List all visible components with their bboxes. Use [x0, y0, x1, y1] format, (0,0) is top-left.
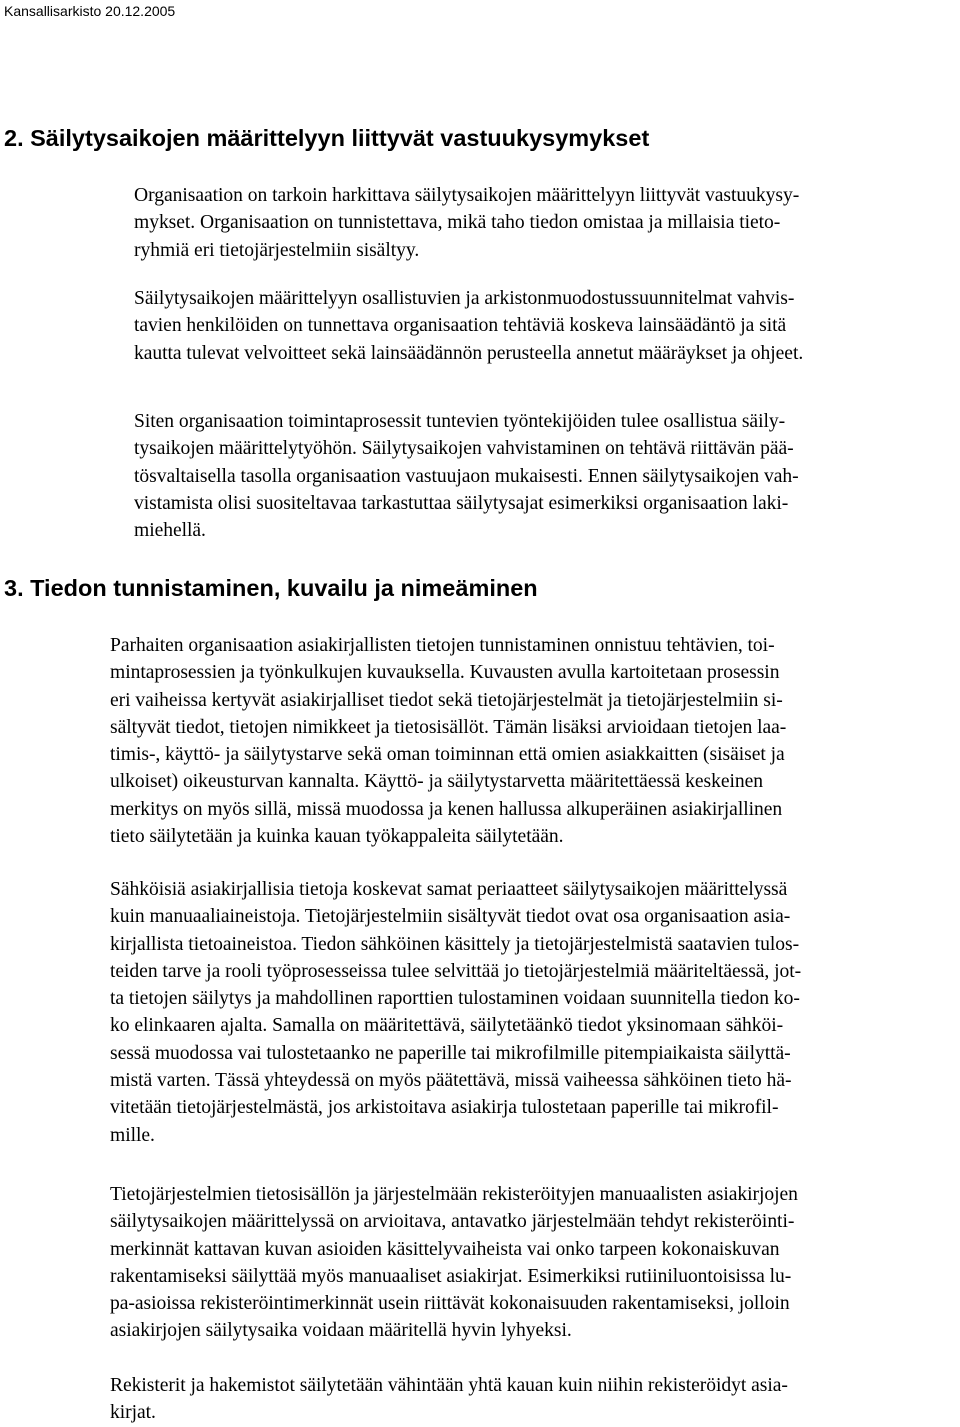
section-3-paragraph-4 — [110, 1372, 788, 1427]
text-line: timis-, käyttö- ja säilytystarve sekä oman toiminnan että omien asiakkaitten (sisäiset ja — [110, 744, 785, 766]
text-line: merkinnät kattavan kuvan asioiden käsittelyvaiheista vai onko tarpeen kokonaiskuvan — [110, 1238, 780, 1260]
text-line: mistä varten. Tässä yhteydessä on myös päätettävä, missä vaiheessa sähköinen tieto hä- — [110, 1070, 792, 1092]
text-line: tavien henkilöiden on tunnettava organisaation tehtäviä koskeva lainsäädäntö ja sitä — [134, 315, 787, 337]
text-line: ko elinkaaren ajalta. Samalla on määritettävä, säilytetäänkö tiedot yksinomaan sähköi- — [110, 1015, 784, 1037]
text-line: tysaikojen määrittelytyöhön. Säilytysaikojen vahvistaminen on tehtävä riittävän pää- — [134, 438, 794, 460]
section-3-paragraph-1 — [110, 632, 786, 850]
text-line: vitetään tietojärjestelmästä, jos arkistoitava asiakirja tulostetaan paperille tai mikrofil- — [110, 1097, 779, 1119]
text-line: Tietojärjestelmien tietosisällön ja järjestelmään rekisteröityjen manuaalisten asiakirjojen — [110, 1184, 798, 1205]
page-header: Kansallisarkisto 20.12.2005 — [4, 3, 176, 19]
section-3-heading: 3. Tiedon tunnistaminen, kuvailu ja nimeäminen — [4, 575, 538, 601]
text-line: Säilytysaikojen määrittelyyn osallistuvien ja arkistonmuodostussuunnitelmat vahvis- — [134, 288, 795, 309]
text-line: eri vaiheissa kertyvät asiakirjalliset tiedot sekä tietojärjestelmät ja tietojärjestelmiin si- — [110, 689, 783, 711]
text-line: rakentamiseksi säilyttää myös manuaaliset asiakirjat. Esimerkiksi rutiiniluontoisissa lu- — [110, 1265, 792, 1287]
text-line: vistamista olisi suositeltavaa tarkastuttaa säilytysajat esimerkiksi organisaation laki- — [134, 492, 789, 514]
text-line: mille. — [110, 1124, 155, 1146]
text-line: tösvaltaisella tasolla organisaation vastuujaon mukaisesti. Ennen säilytysaikojen vah- — [134, 465, 799, 487]
section-2-paragraph-1 — [134, 182, 799, 264]
text-line: kirjallista tietoaineistoa. Tiedon sähköinen käsittely ja tietojärjestelmistä saatavien tulos- — [110, 933, 800, 955]
text-line: teiden tarve ja rooli työprosesseissa tulee selvittää jo tietojärjestelmiä määriteltäessä, jot- — [110, 960, 802, 982]
section-2-heading: 2. Säilytysaikojen määrittelyyn liittyvät vastuukysymykset — [4, 125, 650, 151]
section-2-paragraph-2 — [134, 285, 803, 367]
text-line: ulkoiset) oikeusturvan kannalta. Käyttö- ja säilytystarvetta määritettäessä keskeinen — [110, 771, 764, 793]
text-line: mykset. Organisaation on tunnistettava, mikä taho tiedon omistaa ja millaisia tieto- — [134, 212, 781, 234]
text-line: Siten organisaation toimintaprosessit tuntevien työntekijöiden tulee osallistua säily- — [134, 411, 786, 432]
text-line: kirjat. — [110, 1402, 156, 1424]
text-line: tieto säilytetään ja kuinka kauan työkappaleita säilytetään. — [110, 826, 564, 848]
text-line: ryhmiä eri tietojärjestelmiin sisältyy. — [134, 239, 420, 261]
text-line: kautta tulevat velvoitteet sekä lainsäädännön perusteella annetut määräykset ja ohjeet. — [134, 342, 804, 364]
section-3-paragraph-2 — [110, 876, 801, 1149]
text-line: sältyvät tiedot, tietojen nimikkeet ja tietosisällöt. Tämän lisäksi arvioidaan tietojen laa- — [110, 716, 787, 738]
text-line: Rekisterit ja hakemistot säilytetään vähintään yhtä kauan kuin niihin rekisteröidyt asia- — [110, 1375, 788, 1396]
text-line: pa-asioissa rekisteröintimerkinnät usein riittävät kokonaisuuden rakentamiseksi, jolloin — [110, 1293, 790, 1315]
text-line: sessä muodossa vai tulostetaanko ne paperille tai mikrofilmille pitempiaikaista säilyttä- — [110, 1042, 791, 1064]
text-line: kuin manuaaliaineistoja. Tietojärjestelmiin sisältyvät tiedot ovat osa organisaation asia- — [110, 906, 791, 928]
text-line: Sähköisiä asiakirjallisia tietoja koskevat samat periaatteet säilytysaikojen määrittelyssä — [110, 879, 788, 900]
text-line: säilytysaikojen määrittelyssä on arvioitava, antavatko järjestelmään tehdyt rekisteröinti- — [110, 1211, 795, 1233]
text-line: Organisaation on tarkoin harkittava säilytysaikojen määrittelyyn liittyvät vastuukysy- — [134, 185, 800, 206]
text-line: miehellä. — [134, 520, 206, 542]
text-line: asiakirjojen säilytysaika voidaan määritellä hyvin lyhyeksi. — [110, 1320, 572, 1342]
text-line: Parhaiten organisaation asiakirjallisten tietojen tunnistaminen onnistuu tehtävien, toi- — [110, 635, 775, 656]
text-line: merkitys on myös sillä, missä muodossa ja kenen hallussa alkuperäinen asiakirjallinen — [110, 798, 783, 820]
text-line: ta tietojen säilytys ja mahdollinen raporttien tulostaminen voidaan suunnitella tiedon ko- — [110, 988, 800, 1010]
text-line: mintaprosessien ja työnkulkujen kuvauksella. Kuvausten avulla kartoitetaan prosessin — [110, 662, 780, 684]
section-2-paragraph-3 — [134, 408, 799, 544]
section-3-paragraph-3 — [110, 1181, 798, 1345]
